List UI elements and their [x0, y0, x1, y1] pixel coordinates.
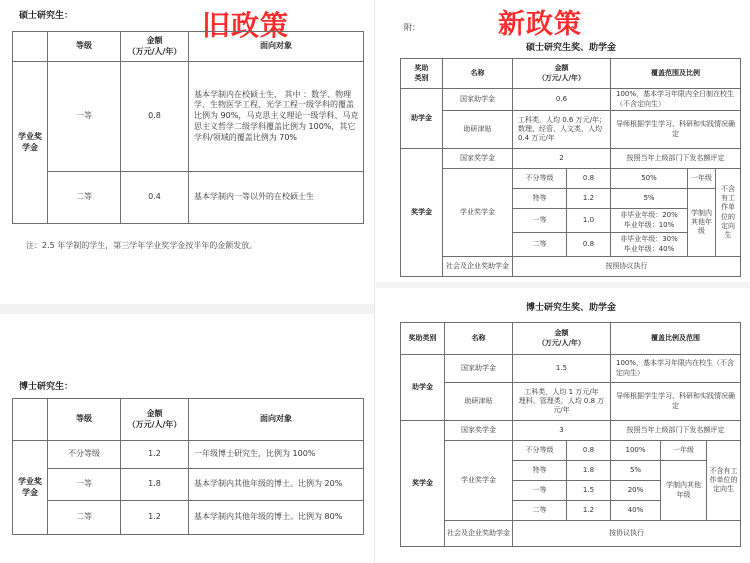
target-cell: 基本学制内其他年级的博士。比例为 20% [189, 469, 364, 501]
level-cell: 二等 [48, 172, 121, 224]
level-cell: 一等 [48, 469, 121, 501]
old-master-note: 注：2.5 年学制的学生，第三学年学业奖学金按半年的金额发放。 [26, 241, 258, 250]
old-master-label: 硕士研究生： [19, 11, 74, 21]
scope-cell: 按照当年上级部门下发名额评定 [611, 149, 741, 169]
header-amount: 金额 （万元/人/年） [121, 399, 189, 441]
name-cell: 国家助学金 [445, 355, 513, 383]
level-cell: 一等 [513, 209, 567, 233]
header-target: 面向对象 [189, 399, 364, 441]
category-cell: 学业奖 学金 [13, 441, 48, 535]
scholarship-category-cell: 奖学金 [401, 149, 443, 277]
name-cell: 学业奖学金 [443, 169, 513, 257]
level-cell: 二等 [513, 501, 567, 521]
scope-cell: 导师根据学生学习、科研和实践情况确定 [611, 111, 741, 149]
amount-cell: 2 [513, 149, 611, 169]
grant-category-cell: 助学金 [401, 89, 443, 149]
category-cell: 学业奖 学金 [13, 62, 48, 224]
level-cell: 特等 [513, 461, 567, 481]
new-phd-table [400, 322, 741, 547]
header-amount: 金额 （万元/人/年） [513, 59, 611, 89]
year-cell: 一年级 [661, 441, 707, 461]
amount-cell: 1.8 [567, 461, 611, 481]
year-cell: 一年级 [688, 169, 716, 189]
target-cell: 基本学制内一等以外的在校硕士生 [189, 172, 364, 224]
exclude-cell: 不含有工作单位的定向生 [716, 169, 741, 257]
amount-cell: 工科类，人均 1 万元/年 理科、管理类，人均 0.8 万元/年 [513, 383, 611, 421]
ratio-cell: 5% [611, 189, 688, 209]
header-blank [13, 32, 48, 62]
level-cell: 不分等级 [513, 441, 567, 461]
level-cell: 二等 [513, 233, 567, 257]
name-cell: 社会及企业奖助学金 [445, 521, 513, 547]
name-cell: 社会及企业奖助学金 [443, 257, 513, 277]
ratio-cell: 100% [611, 441, 661, 461]
ratio-cell: 20% [611, 481, 661, 501]
level-cell: 二等 [48, 501, 121, 535]
scope-cell: 按协议执行 [513, 521, 741, 547]
level-cell: 不分等级 [48, 441, 121, 469]
ratio-cell: 50% [611, 169, 688, 189]
amount-cell: 0.4 [121, 172, 189, 224]
scope-cell: 100%，基本学习年限内全日制在校生（不含定向生） [611, 89, 741, 111]
new-master-title: 硕士研究生奖、助学金 [525, 43, 616, 53]
other-years-cell: 学制内其他年级 [661, 461, 707, 521]
grant-category-cell: 助学金 [401, 355, 445, 421]
name-cell: 国家助学金 [443, 89, 513, 111]
scope-cell: 按照当年上级部门下发名额评定 [611, 421, 741, 441]
amount-cell: 1.2 [121, 441, 189, 469]
amount-cell: 1.2 [567, 501, 611, 521]
amount-cell: 1.2 [567, 189, 611, 209]
level-cell: 不分等级 [513, 169, 567, 189]
amount-cell: 工科类，人均 0.6 万元/年；数理、经管、人文类，人均 0.4 万元/年 [513, 111, 611, 149]
new-phd-title: 博士研究生奖、助学金 [525, 303, 616, 313]
target-cell: 基本学制内其他年级的博士。比例为 80% [189, 501, 364, 535]
level-cell: 一等 [513, 481, 567, 501]
header-amount: 金额 （万元/人/年） [513, 323, 611, 355]
header-category: 奖助 类别 [401, 59, 443, 89]
header-name: 名称 [443, 59, 513, 89]
amount-cell: 1.5 [567, 481, 611, 501]
name-cell: 助研津贴 [443, 111, 513, 149]
name-cell: 助研津贴 [445, 383, 513, 421]
header-scope: 覆盖范围及比例 [611, 59, 741, 89]
target-cell: 基本学制内在校硕士生， 其中 ：数学、物理学、生物医学工程、光学工程一级学科的覆盖比例为 90%，马克思主义理论一级学科、马克思主义哲学二级学科覆盖比例为 100%，其它学科/领域的覆盖比例为 70% [189, 62, 364, 172]
attachment-label: 附： [404, 23, 420, 32]
header-blank [13, 399, 48, 441]
name-cell: 国家奖学金 [445, 421, 513, 441]
amount-cell: 0.6 [513, 89, 611, 111]
exclude-cell: 不含有工作单位的定向生 [707, 441, 741, 521]
amount-cell: 0.8 [567, 169, 611, 189]
amount-cell: 1.0 [567, 209, 611, 233]
ratio-cell: 5% [611, 461, 661, 481]
ratio-cell: 非毕业年级：20% 毕业年级：10% [611, 209, 688, 233]
header-level: 等级 [48, 399, 121, 441]
ratio-cell: 40% [611, 501, 661, 521]
amount-cell: 1.8 [121, 469, 189, 501]
name-cell: 国家奖学金 [443, 149, 513, 169]
other-years-cell: 学制内其他年级 [688, 189, 716, 257]
target-cell: 一年级博士研究生，比例为 100% [189, 441, 364, 469]
old-phd-label: 博士研究生： [19, 382, 74, 392]
amount-cell: 0.8 [567, 233, 611, 257]
old-policy-title: 旧政策 [202, 9, 290, 42]
header-name: 名称 [445, 323, 513, 355]
new-master-table [400, 58, 741, 277]
left-section-separator [0, 304, 374, 314]
panel-divider [374, 0, 375, 563]
name-cell: 学业奖学金 [445, 441, 513, 521]
header-amount: 金额 （万元/人/年） [121, 32, 189, 62]
right-section-separator [376, 282, 750, 288]
old-master-table [12, 31, 364, 224]
header-scope: 覆盖比例及范围 [611, 323, 741, 355]
header-category: 奖助类别 [401, 323, 445, 355]
scope-cell: 100%，基本学习年限内在校生（不含定向生） [611, 355, 741, 383]
amount-cell: 0.8 [567, 441, 611, 461]
amount-cell: 0.8 [121, 62, 189, 172]
old-phd-table [12, 398, 364, 535]
level-cell: 特等 [513, 189, 567, 209]
header-level: 等级 [48, 32, 121, 62]
level-cell: 一等 [48, 62, 121, 172]
amount-cell: 1.5 [513, 355, 611, 383]
amount-cell: 1.2 [121, 501, 189, 535]
scholarship-category-cell: 奖学金 [401, 421, 445, 547]
amount-cell: 3 [513, 421, 611, 441]
scope-cell: 导师根据学生学习、科研和实践情况确定 [611, 383, 741, 421]
scope-cell: 按照协议执行 [513, 257, 741, 277]
header-target: 面向对象 [189, 32, 364, 62]
ratio-cell: 非毕业年级：30% 毕业年级：40% [611, 233, 688, 257]
new-policy-title: 新政策 [498, 9, 582, 40]
